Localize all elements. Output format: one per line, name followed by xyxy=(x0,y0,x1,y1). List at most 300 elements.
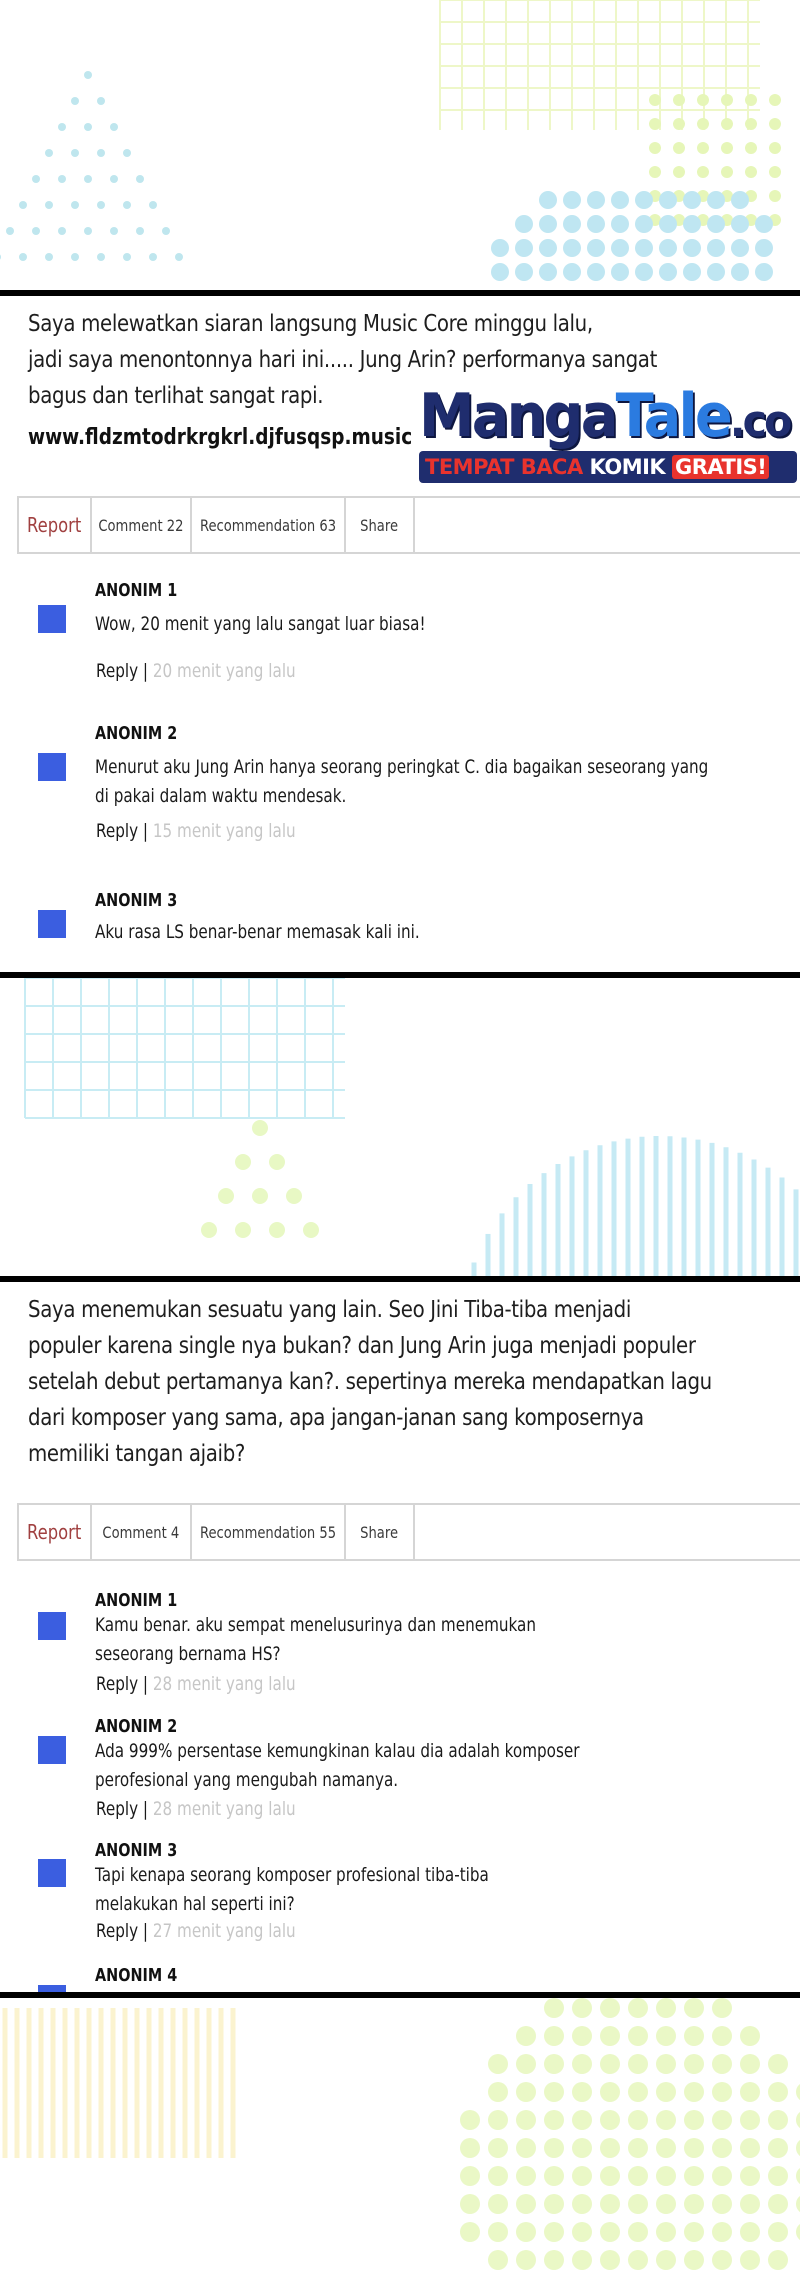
decorative-shape xyxy=(673,142,685,154)
decorative-shape xyxy=(58,175,66,183)
decorative-shape xyxy=(628,2194,648,2214)
decorative-shape xyxy=(656,2194,676,2214)
decorative-shape xyxy=(544,1998,564,2018)
decorative-shape xyxy=(539,263,557,281)
reply-link[interactable]: Reply | xyxy=(96,660,149,682)
decorative-shape xyxy=(544,2054,564,2074)
decorative-shape xyxy=(84,175,92,183)
decorative-shape xyxy=(544,2250,564,2270)
site-logo xyxy=(415,381,797,487)
decorative-shape xyxy=(721,118,733,130)
decorative-shape xyxy=(755,215,773,233)
reply-link[interactable]: Reply | xyxy=(96,820,149,842)
comment-meta xyxy=(96,820,296,842)
decorative-shape xyxy=(628,2138,648,2158)
decorative-shape xyxy=(721,166,733,178)
comment-button[interactable]: Comment 4 xyxy=(92,1505,192,1559)
avatar xyxy=(38,1859,66,1887)
decorative-shape xyxy=(659,263,677,281)
decorative-shape xyxy=(673,166,685,178)
decorative-shape xyxy=(539,191,557,209)
comment-text xyxy=(95,1861,489,1919)
post-text-line: jadi saya menontonnya hari ini..... Jung Arin? performanya sangat xyxy=(28,347,657,373)
comment-text-line: Menurut aku Jung Arin hanya seorang peringkat C. dia bagaikan seseorang yang xyxy=(95,756,709,778)
post-text-line: Saya melewatkan siaran langsung Music Core minggu lalu, xyxy=(28,311,593,337)
decorative-shape xyxy=(628,2166,648,2186)
decorative-shape xyxy=(516,2166,536,2186)
decorative-shape xyxy=(656,2026,676,2046)
decorative-shape xyxy=(740,2054,760,2074)
decorative-shape xyxy=(628,1998,648,2018)
decorative-shape xyxy=(707,215,725,233)
report-button[interactable]: Report xyxy=(19,1505,92,1559)
decorative-shape xyxy=(235,1222,251,1238)
decorative-shape xyxy=(488,2250,508,2270)
decorative-shape xyxy=(572,2082,592,2102)
decorative-shape xyxy=(286,1188,302,1204)
decorative-shape xyxy=(572,2026,592,2046)
decorative-shape xyxy=(162,227,170,235)
decorative-shape xyxy=(673,94,685,106)
decorative-shape xyxy=(515,263,533,281)
comment-text-line: Kamu benar. aku sempat menelusurinya dan menemukan xyxy=(95,1614,536,1636)
comment-timestamp: 28 menit yang lalu xyxy=(148,1798,296,1820)
decorative-shape xyxy=(544,2110,564,2130)
decorative-shape xyxy=(740,2166,760,2186)
decorative-shape xyxy=(110,123,118,131)
decorative-shape xyxy=(740,2250,760,2270)
decorative-shape xyxy=(563,191,581,209)
decorative-shape xyxy=(684,2082,704,2102)
decorative-shape xyxy=(707,191,725,209)
decorative-shape xyxy=(740,2082,760,2102)
decorative-shape xyxy=(0,253,1,261)
decorative-shape xyxy=(628,2222,648,2242)
decorative-shape xyxy=(768,2082,788,2102)
comment-text xyxy=(95,1737,580,1795)
comment-author: ANONIM 2 xyxy=(95,723,178,744)
decorative-shape xyxy=(731,263,749,281)
decorative-shape xyxy=(683,215,701,233)
decorative-shape xyxy=(656,1998,676,2018)
decorative-shape xyxy=(649,118,661,130)
decorative-shape xyxy=(656,2110,676,2130)
decorative-shape xyxy=(488,2138,508,2158)
decorative-shape xyxy=(516,2138,536,2158)
decorative-shape xyxy=(684,2110,704,2130)
comment-text-line: Tapi kenapa seorang komposer profesional tiba-tiba xyxy=(95,1864,489,1886)
decorative-shape xyxy=(684,2166,704,2186)
avatar xyxy=(38,1736,66,1764)
decorative-shape xyxy=(684,2250,704,2270)
decorative-shape xyxy=(71,201,79,209)
decorative-shape xyxy=(460,2166,480,2186)
comment-text-line: seseorang bernama HS? xyxy=(95,1643,281,1665)
decorative-shape xyxy=(201,1222,217,1238)
decorative-shape xyxy=(516,2222,536,2242)
decorative-shape xyxy=(572,2250,592,2270)
comment-button[interactable]: Comment 22 xyxy=(92,498,192,552)
comment-author: ANONIM 4 xyxy=(95,1965,178,1986)
decorative-shape xyxy=(110,227,118,235)
decorative-background-middle xyxy=(0,978,800,1276)
decorative-shape xyxy=(544,2026,564,2046)
decorative-shape xyxy=(269,1222,285,1238)
decorative-shape xyxy=(45,149,53,157)
decorative-shape xyxy=(544,2222,564,2242)
decorative-shape xyxy=(600,2250,620,2270)
decorative-shape xyxy=(712,1998,732,2018)
post-text-line: Saya menemukan sesuatu yang lain. Seo Jini Tiba-tiba menjadi xyxy=(28,1297,632,1323)
decorative-shape xyxy=(707,239,725,257)
decorative-shape xyxy=(628,2054,648,2074)
decorative-shape xyxy=(488,2110,508,2130)
decorative-shape xyxy=(84,71,92,79)
decorative-shape xyxy=(600,2026,620,2046)
comment-text xyxy=(95,610,426,639)
decorative-shape xyxy=(572,2054,592,2074)
decorative-shape xyxy=(697,94,709,106)
decorative-shape xyxy=(600,2194,620,2214)
decorative-shape xyxy=(683,239,701,257)
comment-meta xyxy=(96,660,296,682)
decorative-shape xyxy=(697,118,709,130)
decorative-shape xyxy=(563,263,581,281)
decorative-shape xyxy=(656,2222,676,2242)
decorative-shape xyxy=(600,1998,620,2018)
decorative-shape xyxy=(611,263,629,281)
decorative-shape xyxy=(488,2194,508,2214)
decorative-shape xyxy=(491,239,509,257)
decorative-shape xyxy=(19,253,27,261)
post-text-line: memiliki tangan ajaib? xyxy=(28,1441,246,1467)
decorative-background-top xyxy=(0,0,800,290)
decorative-shape xyxy=(659,239,677,257)
comment-meta xyxy=(96,1920,296,1942)
comment-meta xyxy=(96,1673,296,1695)
comment-text xyxy=(95,918,420,947)
decorative-shape xyxy=(611,191,629,209)
decorative-shape xyxy=(488,2166,508,2186)
decorative-shape xyxy=(656,2250,676,2270)
comment-author: ANONIM 3 xyxy=(95,890,178,911)
decorative-shape xyxy=(19,201,27,209)
post-toolbar xyxy=(17,1503,800,1561)
decorative-shape xyxy=(769,190,781,202)
decorative-shape xyxy=(768,2166,788,2186)
decorative-shape xyxy=(149,201,157,209)
decorative-shape xyxy=(712,2194,732,2214)
decorative-shape xyxy=(684,2222,704,2242)
decorative-shape xyxy=(572,2166,592,2186)
decorative-shape xyxy=(721,142,733,154)
post-text-line: setelah debut pertamanya kan?. sepertinya mereka mendapatkan lagu xyxy=(28,1369,712,1395)
comment-timestamp: 15 menit yang lalu xyxy=(148,820,296,842)
decorative-shape xyxy=(707,263,725,281)
decorative-shape xyxy=(740,2194,760,2214)
decorative-shape xyxy=(600,2166,620,2186)
decorative-shape xyxy=(796,2110,800,2130)
avatar xyxy=(38,605,66,633)
decorative-background-bottom xyxy=(0,1998,800,2270)
decorative-shape xyxy=(544,2194,564,2214)
avatar xyxy=(38,910,66,938)
decorative-shape xyxy=(740,2222,760,2242)
decorative-shape xyxy=(572,2138,592,2158)
comment-text xyxy=(95,1611,536,1669)
comment-text-line: Wow, 20 menit yang lalu sangat luar biasa! xyxy=(95,613,426,635)
decorative-shape xyxy=(515,239,533,257)
comment-text-line: Ada 999% persentase kemungkinan kalau dia adalah komposer xyxy=(95,1740,580,1762)
post-text-line: populer karena single nya bukan? dan Jung Arin juga menjadi populer xyxy=(28,1333,696,1359)
decorative-shape xyxy=(587,263,605,281)
decorative-shape xyxy=(516,2194,536,2214)
decorative-shape xyxy=(563,239,581,257)
decorative-shape xyxy=(600,2138,620,2158)
decorative-shape xyxy=(149,253,157,261)
decorative-shape xyxy=(58,227,66,235)
decorative-shape xyxy=(769,142,781,154)
decorative-shape xyxy=(544,2138,564,2158)
decorative-shape xyxy=(136,227,144,235)
decorative-shape xyxy=(460,2110,480,2130)
decorative-shape xyxy=(175,253,183,261)
decorative-shape xyxy=(516,2110,536,2130)
decorative-shape xyxy=(659,191,677,209)
decorative-shape xyxy=(740,2026,760,2046)
decorative-shape xyxy=(635,191,653,209)
decorative-shape xyxy=(745,142,757,154)
recommendation-button[interactable]: Recommendation 63 xyxy=(192,498,346,552)
decorative-shape xyxy=(516,2082,536,2102)
decorative-shape xyxy=(656,2138,676,2158)
decorative-shape xyxy=(697,166,709,178)
decorative-shape xyxy=(796,2222,800,2242)
decorative-shape xyxy=(600,2082,620,2102)
decorative-shape xyxy=(488,2222,508,2242)
decorative-shape xyxy=(488,2054,508,2074)
post-text-line: dari komposer yang sama, apa jangan-janan sang komposernya xyxy=(28,1405,644,1431)
comment-timestamp: 20 menit yang lalu xyxy=(148,660,296,682)
decorative-shape xyxy=(58,123,66,131)
logo-wordmark: MangaTale.co xyxy=(419,381,790,451)
decorative-shape xyxy=(755,263,773,281)
decorative-shape xyxy=(516,2054,536,2074)
decorative-shape xyxy=(684,2194,704,2214)
decorative-shape xyxy=(235,1154,251,1170)
decorative-shape xyxy=(544,2166,564,2186)
decorative-shape xyxy=(769,94,781,106)
decorative-shape xyxy=(768,2194,788,2214)
comment-text xyxy=(95,753,708,811)
decorative-shape xyxy=(460,2194,480,2214)
decorative-shape xyxy=(71,97,79,105)
decorative-shape xyxy=(768,2250,788,2270)
decorative-shape xyxy=(649,166,661,178)
decorative-shape xyxy=(684,2054,704,2074)
comment-author: ANONIM 3 xyxy=(95,1840,178,1861)
decorative-shape xyxy=(515,215,533,233)
decorative-shape xyxy=(768,2222,788,2242)
comment-item xyxy=(0,1965,800,1992)
decorative-shape xyxy=(97,149,105,157)
decorative-shape xyxy=(684,2026,704,2046)
decorative-shape xyxy=(600,2054,620,2074)
avatar xyxy=(38,753,66,781)
post-text-line: bagus dan terlihat sangat rapi. xyxy=(28,383,324,409)
decorative-shape xyxy=(683,263,701,281)
decorative-shape xyxy=(252,1188,268,1204)
decorative-shape xyxy=(460,2138,480,2158)
decorative-shape xyxy=(649,94,661,106)
decorative-shape xyxy=(611,215,629,233)
decorative-shape xyxy=(218,1188,234,1204)
decorative-shape xyxy=(587,215,605,233)
decorative-shape xyxy=(303,1222,319,1238)
decorative-shape xyxy=(269,1154,285,1170)
decorative-shape xyxy=(252,1120,268,1136)
decorative-shape xyxy=(32,227,40,235)
decorative-shape xyxy=(110,175,118,183)
decorative-shape xyxy=(45,253,53,261)
decorative-shape xyxy=(740,2138,760,2158)
decorative-shape xyxy=(712,2138,732,2158)
comment-meta xyxy=(96,1798,296,1820)
decorative-shape xyxy=(71,253,79,261)
decorative-shape xyxy=(123,149,131,157)
decorative-shape xyxy=(97,97,105,105)
decorative-shape xyxy=(755,239,773,257)
decorative-shape xyxy=(712,2250,732,2270)
decorative-shape xyxy=(731,239,749,257)
decorative-shape xyxy=(684,2138,704,2158)
decorative-shape xyxy=(635,239,653,257)
decorative-shape xyxy=(697,142,709,154)
comment-author: ANONIM 1 xyxy=(95,1590,178,1611)
decorative-shape xyxy=(635,263,653,281)
reply-link[interactable]: Reply | xyxy=(96,1920,149,1942)
post-url: www.fldzmtodrkrgkrl.djfusqsp.music xyxy=(28,425,413,450)
decorative-shape xyxy=(635,215,653,233)
decorative-shape xyxy=(600,2110,620,2130)
decorative-shape xyxy=(97,253,105,261)
decorative-shape xyxy=(539,239,557,257)
avatar xyxy=(38,1985,66,1992)
decorative-shape xyxy=(712,2110,732,2130)
decorative-shape xyxy=(768,2138,788,2158)
comment-text-line: Aku rasa LS benar-benar memasak kali ini. xyxy=(95,921,420,943)
reply-link[interactable]: Reply | xyxy=(96,1798,149,1820)
recommendation-button[interactable]: Recommendation 55 xyxy=(192,1505,346,1559)
decorative-shape xyxy=(628,2250,648,2270)
decorative-shape xyxy=(768,2110,788,2130)
decorative-shape xyxy=(628,2110,648,2130)
decorative-shape xyxy=(628,2082,648,2102)
decorative-shape xyxy=(659,215,677,233)
decorative-shape xyxy=(572,2194,592,2214)
decorative-shape xyxy=(84,227,92,235)
comment-text-line: perofesional yang mengubah namanya. xyxy=(95,1769,399,1791)
decorative-shape xyxy=(721,94,733,106)
decorative-shape xyxy=(544,2082,564,2102)
decorative-shape xyxy=(745,118,757,130)
comment-text-line: di pakai dalam waktu mendesak. xyxy=(95,785,347,807)
decorative-shape xyxy=(539,215,557,233)
decorative-shape xyxy=(563,215,581,233)
logo-tagline: TEMPAT BACA KOMIK GRATIS! xyxy=(419,451,797,483)
decorative-shape xyxy=(572,2110,592,2130)
decorative-shape xyxy=(587,191,605,209)
share-button[interactable]: Share xyxy=(346,498,415,552)
decorative-shape xyxy=(611,239,629,257)
decorative-shape xyxy=(123,201,131,209)
decorative-shape xyxy=(673,118,685,130)
comment-author: ANONIM 1 xyxy=(95,580,178,601)
post-toolbar xyxy=(17,496,800,554)
decorative-shape xyxy=(656,2082,676,2102)
decorative-shape xyxy=(649,142,661,154)
decorative-shape xyxy=(769,166,781,178)
avatar xyxy=(38,1612,66,1640)
decorative-shape xyxy=(656,2054,676,2074)
decorative-shape xyxy=(768,2054,788,2074)
decorative-shape xyxy=(572,2222,592,2242)
comment-timestamp: 28 menit yang lalu xyxy=(148,1673,296,1695)
decorative-shape xyxy=(731,191,749,209)
decorative-shape xyxy=(45,201,53,209)
reply-link[interactable]: Reply | xyxy=(96,1673,149,1695)
report-button[interactable]: Report xyxy=(19,498,92,552)
post-text xyxy=(28,1292,716,1472)
decorative-shape xyxy=(488,2082,508,2102)
decorative-shape xyxy=(712,2222,732,2242)
decorative-shape xyxy=(745,94,757,106)
decorative-shape xyxy=(683,191,701,209)
decorative-shape xyxy=(712,2166,732,2186)
decorative-shape xyxy=(628,2026,648,2046)
decorative-shape xyxy=(600,2222,620,2242)
decorative-shape xyxy=(684,1998,704,2018)
decorative-shape xyxy=(712,2054,732,2074)
decorative-shape xyxy=(796,2082,800,2102)
decorative-shape xyxy=(123,253,131,261)
decorative-shape xyxy=(769,118,781,130)
decorative-shape xyxy=(656,2166,676,2186)
decorative-shape xyxy=(71,149,79,157)
decorative-shape xyxy=(712,2082,732,2102)
comment-timestamp: 27 menit yang lalu xyxy=(148,1920,296,1942)
decorative-shape xyxy=(516,2026,536,2046)
decorative-shape xyxy=(740,2110,760,2130)
decorative-shape xyxy=(136,175,144,183)
decorative-shape xyxy=(6,227,14,235)
decorative-shape xyxy=(516,2250,536,2270)
decorative-shape xyxy=(796,2138,800,2158)
decorative-shape xyxy=(460,2222,480,2242)
decorative-shape xyxy=(712,2026,732,2046)
decorative-shape xyxy=(491,263,509,281)
decorative-shape xyxy=(97,201,105,209)
decorative-shape xyxy=(84,123,92,131)
decorative-shape xyxy=(32,175,40,183)
share-button[interactable]: Share xyxy=(346,1505,415,1559)
decorative-shape xyxy=(796,2166,800,2186)
decorative-shape xyxy=(731,215,749,233)
decorative-shape xyxy=(796,2194,800,2214)
decorative-shape xyxy=(572,1998,592,2018)
comment-text-line: melakukan hal seperti ini? xyxy=(95,1893,295,1915)
comment-author: ANONIM 2 xyxy=(95,1716,178,1737)
